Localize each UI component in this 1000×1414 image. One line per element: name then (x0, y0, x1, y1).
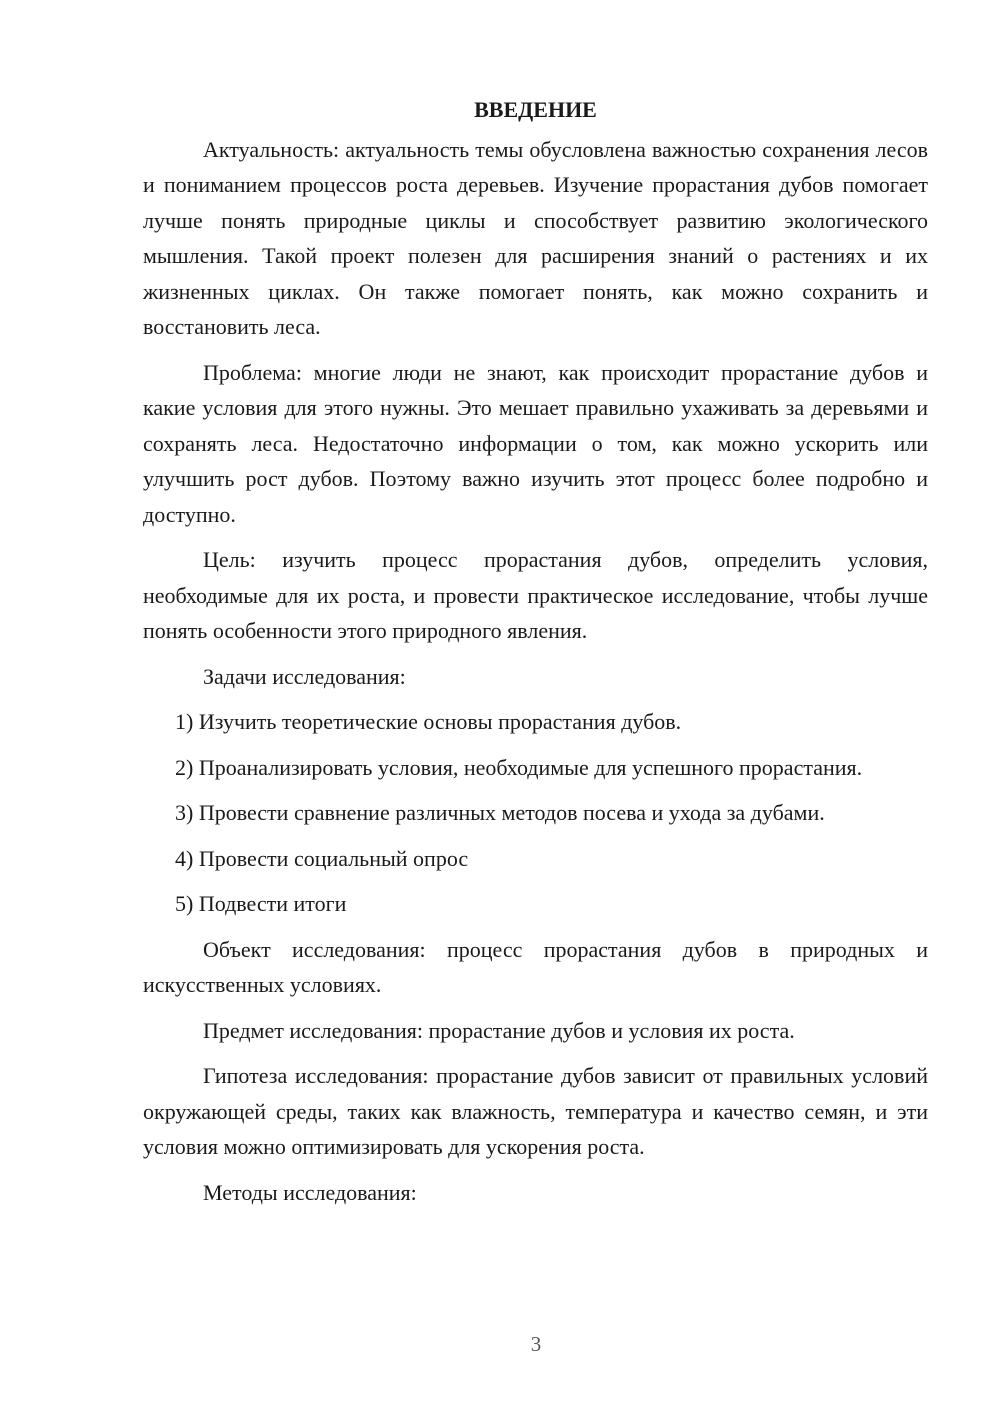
task-item-5: 5) Подвести итоги (175, 891, 347, 916)
paragraph-relevance: Актуальность: актуальность темы обусловлена важностью сохранения лесов и пониманием процессов роста деревьев. Изучение прорастания дубов помогает лучше понять природные циклы и способствует развитию экологического мышления. Такой проект полезен для расширения знаний о растениях и их жизненных циклах. Он также помогает понять, как можно сохранить и восстановить леса. (143, 136, 928, 339)
page-number: 3 (530, 1332, 542, 1356)
paragraph-tasks-heading: Задачи исследования: (203, 663, 406, 689)
paragraph-object: Объект исследования: процесс прорастания дубов в природных и искусственных условиях. (143, 936, 928, 997)
paragraph-subject: Предмет исследования: прорастание дубов и условия их роста. (203, 1017, 795, 1043)
task-item-4: 4) Провести социальный опрос (175, 845, 469, 871)
paragraph-hypothesis: Гипотеза исследования: прорастание дубов зависит от правильных условий окружающей среды, таких как влажность, температура и качество семян, и эти условия можно оптимизировать для ускорения роста. (143, 1063, 928, 1159)
document-page (143, 92, 928, 1220)
task-item-1: 1) Изучить теоретические основы прорастания дубов. (175, 709, 682, 734)
task-item-2: 2) Проанализировать условия, необходимые для успешного прорастания. (175, 754, 863, 780)
paragraph-methods: Методы исследования: (203, 1179, 417, 1205)
paragraph-problem: Проблема: многие люди не знают, как происходит прорастание дубов и какие условия для этого нужны. Это мешает правильно ухаживать за деревьями и сохранять леса. Недостаточно информации о том, как можно ускорить или улучшить рост дубов. Поэтому важно изучить этот процесс более подробно и доступно. (143, 359, 928, 527)
paragraph-goal: Цель: изучить процесс прорастания дубов, определить условия, необходимые для их роста, и провести практическое исследование, чтобы лучше понять особенности этого природного явления. (143, 547, 928, 643)
task-item-3: 3) Провести сравнение различных методов посева и ухода за дубами. (175, 800, 825, 825)
page-title: ВВЕДЕНИЕ (474, 97, 597, 122)
